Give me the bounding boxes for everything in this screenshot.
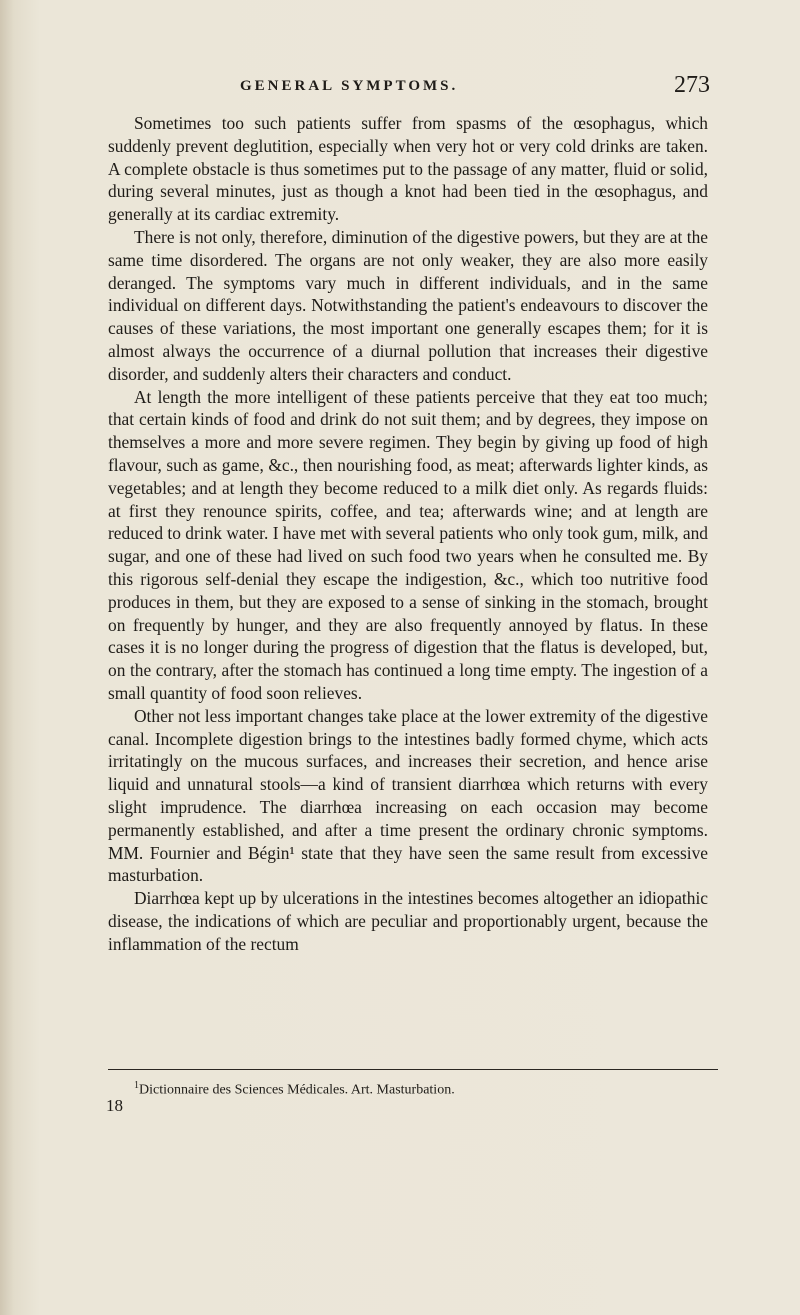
- footnote-divider: [108, 1069, 718, 1070]
- footnote-marker: 1: [134, 1080, 139, 1091]
- paragraph: At length the more intelligent of these patients perceive that they eat too much; that certain kinds of food and drink do not suit them; and by degrees, they impose on themselves a more and more severe regimen. They begin by giving up food of high flavour, such as game, &c., then nourishing food, as meat; afterwards lighter kinds, as vegetables; and at length they become reduced to a milk diet only. As regards fluids: at first they renounce spirits, coffee, and tea; afterwards wine; and at length are reduced to drink water. I have met with several patients who only took gum, milk, and sugar, and one of these had lived on such food two years when he consulted me. By this rigorous self-denial they escape the indigestion, &c., which too nutritive food produces in them, but they are exposed to a sense of sinking in the stomach, brought on frequently by hunger, and they are also frequently annoyed by flatus. In these cases it is no longer during the progress of digestion that the flatus is developed, but, on the contrary, after the stomach has continued a long time empty. The ingestion of a small quantity of food soon relieves.: [108, 386, 708, 703]
- footnote-text: Dictionnaire des Sciences Médicales. Art. Masturbation.: [139, 1082, 455, 1098]
- footnote: [134, 1080, 724, 1099]
- paragraph: Other not less important changes take place at the lower extremity of the digestive canal. Incomplete digestion brings to the intestines badly formed chyme, which acts irritatingly on the mucous surfaces, and increases their secretion, and hence arise liquid and unnatural stools—a kind of transient diarrhœa which returns with every slight imprudence. The diarrhœa increasing on each occasion may become permanently established, and after a time present the ordinary chronic symptoms. MM. Fournier and Bégin¹ state that they have seen the same result from excessive masturbation.: [108, 705, 708, 886]
- running-head: GENERAL SYMPTOMS.: [240, 78, 459, 94]
- page-number: 273: [674, 72, 710, 98]
- page-header: [240, 72, 710, 108]
- signature-mark: 18: [106, 1096, 123, 1115]
- paragraph: There is not only, therefore, diminution of the digestive powers, but they are at the same time disordered. The organs are not only weaker, they are also more easily deranged. The symptoms vary much in different individuals, and in the same individual on different days. Notwithstanding the patient's endeavours to discover the causes of these variations, the most important one generally escapes them; for it is almost always the occurrence of a diurnal pollution that increases their digestive disorder, and suddenly alters their characters and conduct.: [108, 226, 708, 384]
- body-text: [108, 112, 708, 955]
- paragraph: Diarrhœa kept up by ulcerations in the intestines becomes altogether an idiopathic disease, the indications of which are peculiar and proportionably urgent, because the inflammation of the rectum: [108, 888, 708, 954]
- paragraph: Sometimes too such patients suffer from spasms of the œsophagus, which suddenly prevent deglutition, especially when very hot or very cold drinks are taken. A complete obstacle is thus sometimes put to the passage of any matter, fluid or solid, during several minutes, just as though a knot had been tied in the œsophagus, and generally at its cardiac extremity.: [108, 113, 708, 225]
